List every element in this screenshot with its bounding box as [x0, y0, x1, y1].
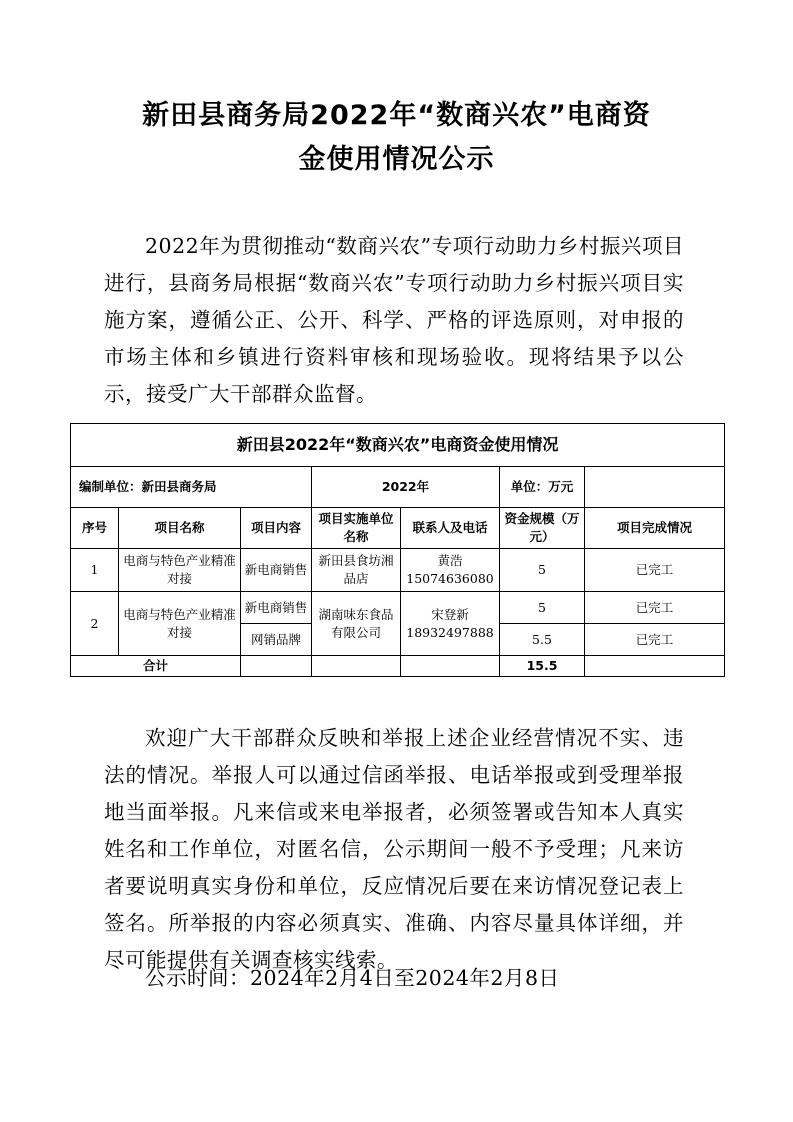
row-name: 电商与特色产业精准对接	[119, 592, 241, 656]
header-amount: 资金规模（万元）	[500, 508, 585, 549]
total-empty	[241, 656, 312, 677]
row-status: 已完工	[585, 592, 725, 624]
title-line-2: 金使用情况公示	[298, 144, 495, 175]
row-contact: 宋登新18932497888	[401, 592, 500, 656]
header-org: 项目实施单位名称	[312, 508, 401, 549]
row-content-2: 网销品牌	[241, 624, 312, 656]
closing-paragraph: 欢迎广大干部群众反映和举报上述企业经营情况不实、违法的情况。举报人可以通过信函举报、电话举报或到受理举报地当面举报。凡来信或来电举报者，必须签署或告知本人真实姓名和工作单位，对匿名信，公示期间一般不予受理；凡来访者要说明真实身份和单位，反应情况后要在来访情况登记表上签名。所举报的内容必须真实、准确、内容尽量具体详细，并尽可能提供有关调查核实线索。	[104, 726, 684, 972]
row-org: 新田县食坊湘品店	[312, 549, 401, 592]
unit-label: 单位：万元	[500, 467, 585, 508]
header-content: 项目内容	[241, 508, 312, 549]
table-row	[71, 592, 725, 624]
publish-time: 公示时间：2024年2月4日至2024年2月8日	[145, 966, 560, 990]
row-seq: 2	[71, 592, 119, 656]
total-empty	[585, 656, 725, 677]
header-name: 项目名称	[119, 508, 241, 549]
total-empty	[401, 656, 500, 677]
title-line-1: 新田县商务局2022年“数商兴农”电商资	[142, 100, 651, 131]
row-amount-2: 5.5	[500, 624, 585, 656]
row-content: 新电商销售	[241, 549, 312, 592]
row-org: 湖南味东食品有限公司	[312, 592, 401, 656]
header-contact: 联系人及电话	[401, 508, 500, 549]
document-title	[0, 94, 793, 182]
fund-usage-table	[70, 423, 725, 677]
row-name: 电商与特色产业精准对接	[119, 549, 241, 592]
row-contact: 黄浩15074636080	[401, 549, 500, 592]
row-status: 已完工	[585, 549, 725, 592]
table-row	[71, 549, 725, 592]
row-seq: 1	[71, 549, 119, 592]
table-caption: 新田县2022年“数商兴农”电商资金使用情况	[71, 424, 725, 467]
header-seq: 序号	[71, 508, 119, 549]
compiler-unit: 编制单位：新田县商务局	[71, 467, 312, 508]
header-status: 项目完成情况	[585, 508, 725, 549]
row-amount: 5	[500, 592, 585, 624]
total-label: 合计	[71, 656, 241, 677]
total-value: 15.5	[500, 656, 585, 677]
table-year: 2022年	[312, 467, 500, 508]
row-amount: 5	[500, 549, 585, 592]
row-content: 新电商销售	[241, 592, 312, 624]
total-empty	[312, 656, 401, 677]
meta-empty	[585, 467, 725, 508]
intro-paragraph: 2022年为贯彻推动“数商兴农”专项行动助力乡村振兴项目进行，县商务局根据“数商兴农”专项行动助力乡村振兴项目实施方案，遵循公正、公开、科学、严格的评选原则，对申报的市场主体和乡镇进行资料审核和现场验收。现将结果予以公示，接受广大干部群众监督。	[104, 234, 684, 406]
row-status-2: 已完工	[585, 624, 725, 656]
